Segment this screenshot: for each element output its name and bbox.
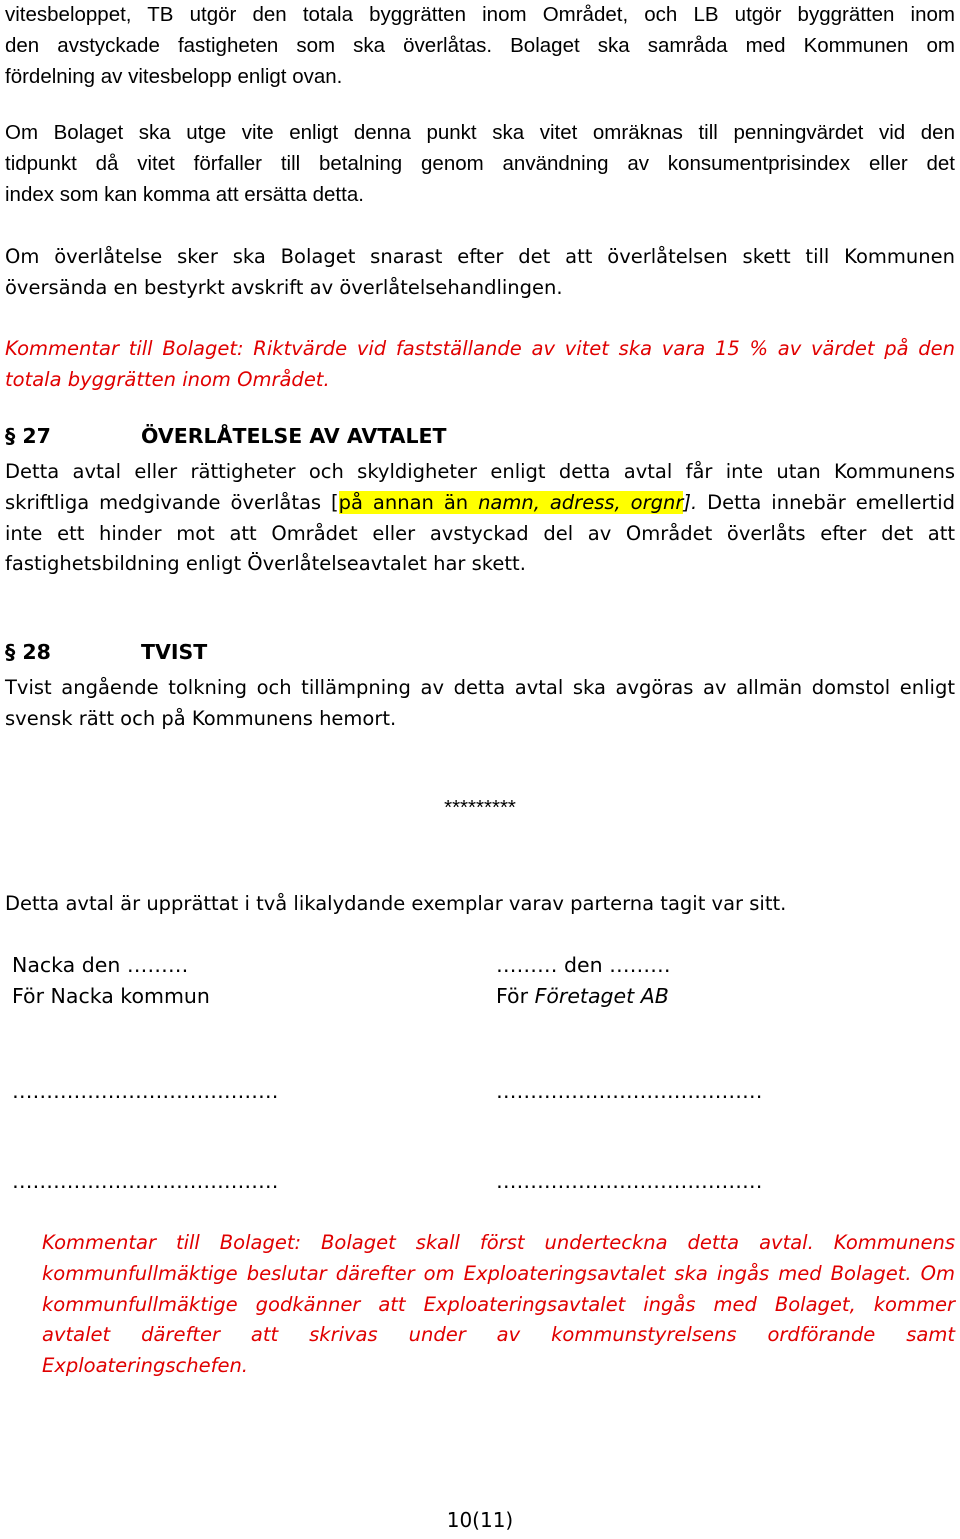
comment-riktvarde [5,334,955,396]
comment1-line-2: totala byggrätten inom Området. [5,367,330,391]
section-27-body [5,457,955,580]
comment2-line-4: avtalet därefter att skrivas under av kommunstyrelsens ordförande samt [42,1323,955,1347]
page-number: 10(11) [446,1508,514,1532]
signature-right-line-2: ………………………………… [496,1169,763,1193]
signature-left-place: Nacka den ……… [12,953,189,977]
sec27-line-2: skriftliga medgivande överlåtas [på annan än namn, adress, orgnr]. Detta innebär emellertid [5,490,955,514]
vite-paragraph [5,118,955,210]
overlatelse-line-1: Om överlåtelse sker ska Bolaget snarast efter det att överlåtelsen skett till Kommunen [5,245,955,268]
intro-line-1: vitesbeloppet, TB utgör den totala byggrätten inom Området, och LB utgör byggrätten inom [5,3,955,26]
closing-statement: Detta avtal är upprättat i två likalydande exemplar varav parterna tagit var sitt. [5,892,787,915]
signature-right-block [496,950,671,1012]
signature-left-block [12,950,210,1012]
sec28-line-2: svensk rätt och på Kommunens hemort. [5,706,397,730]
sec28-line-1: Tvist angående tolkning och tillämpning av detta avtal ska avgöras av allmän domstol enligt [5,676,955,699]
highlighted-placeholder: på annan än namn, adress, orgnr [338,490,684,514]
signature-left-line-2: ………………………………… [12,1169,279,1193]
section-27-number: § 27 [5,424,51,448]
intro-line-2: den avstyckade fastigheten som ska överlåtas. Bolaget ska samråda med Kommunen om [5,33,955,57]
section-28-body [5,673,955,735]
vite-line-3: index som kan komma att ersätta detta. [5,182,364,206]
vite-line-1: Om Bolaget ska utge vite enligt denna punkt ska vitet omräknas till penningvärdet vid den [5,121,955,144]
sec27-line-3: inte ett hinder mot att Området eller avstyckad del av Området överlåts efter det att [5,521,955,545]
comment2-line-5: Exploateringschefen. [42,1354,249,1378]
section-28-title: TVIST [141,640,208,664]
comment2-line-2: kommunfullmäktige beslutar därefter om Exploateringsavtalet ska ingås med Bolaget. Om [42,1261,955,1285]
section-27-title: ÖVERLÅTELSE AV AVTALET [141,424,447,448]
vite-line-2: tidpunkt då vitet förfaller till betalning genom användning av konsumentprisindex eller det [5,151,955,175]
signature-right-line-1: ………………………………… [496,1079,763,1103]
signature-left-party: För Nacka kommun [12,983,210,1008]
signature-right-party: För Företaget AB [496,983,669,1008]
separator-stars: ********* [444,796,516,819]
signature-left-line-1: ………………………………… [12,1079,279,1103]
section-28-number: § 28 [5,640,51,664]
comment2-line-1: Kommentar till Bolaget: Bolaget skall först underteckna detta avtal. Kommunens [42,1231,955,1254]
intro-line-3: fördelning av vitesbelopp enligt ovan. [5,64,343,88]
overlatelse-paragraph [5,242,955,304]
intro-paragraph [5,0,955,92]
overlatelse-line-2: översända en bestyrkt avskrift av överlåtelsehandlingen. [5,275,563,299]
comment2-line-3: kommunfullmäktige godkänner att Exploateringsavtalet ingås med Bolaget, kommer [42,1292,955,1316]
signature-right-place: ……… den ……… [496,953,671,977]
comment-undertecknande [42,1228,955,1382]
sec27-line-1: Detta avtal eller rättigheter och skyldigheter enligt detta avtal får inte utan Kommunens [5,460,955,483]
sec27-line-4: fastighetsbildning enligt Överlåtelseavtalet har skett. [5,552,526,576]
comment1-line-1: Kommentar till Bolaget: Riktvärde vid fastställande av vitet ska vara 15 % av värdet på den [5,337,955,360]
